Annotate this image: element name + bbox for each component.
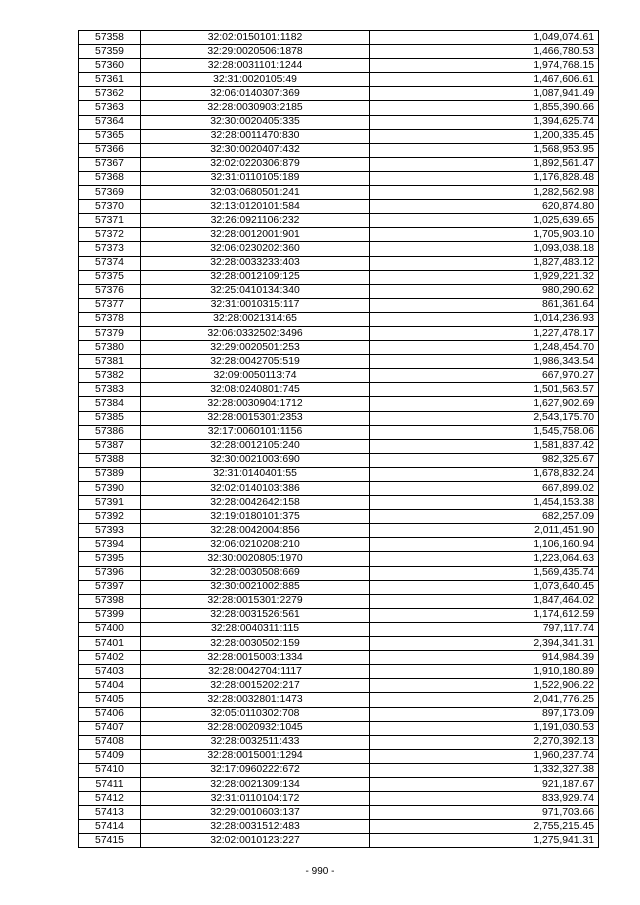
row-number-cell: 57406 (79, 707, 141, 721)
cadastral-number-cell: 32:06:0230202:360 (141, 242, 370, 256)
row-number-cell: 57402 (79, 651, 141, 665)
table-row (79, 608, 599, 622)
value-cell: 1,960,237.74 (370, 749, 599, 763)
value-cell: 1,176,828.48 (370, 171, 599, 185)
row-number-cell: 57378 (79, 312, 141, 326)
cadastral-number-cell: 32:08:0240801:745 (141, 383, 370, 397)
cadastral-number-cell: 32:28:0030903:2185 (141, 101, 370, 115)
value-cell: 914,984.39 (370, 651, 599, 665)
row-number-cell: 57400 (79, 622, 141, 636)
value-cell: 1,049,074.61 (370, 31, 599, 45)
value-cell: 1,986,343.54 (370, 355, 599, 369)
row-number-cell: 57410 (79, 763, 141, 777)
cadastral-number-cell: 32:02:0010123:227 (141, 834, 370, 848)
cadastral-number-cell: 32:31:0010315:117 (141, 298, 370, 312)
row-number-cell: 57408 (79, 735, 141, 749)
value-cell: 1,106,160.94 (370, 538, 599, 552)
row-number-cell: 57389 (79, 467, 141, 481)
row-number-cell: 57409 (79, 749, 141, 763)
value-cell: 1,093,038.18 (370, 242, 599, 256)
table-row (79, 580, 599, 594)
row-number-cell: 57363 (79, 101, 141, 115)
value-cell: 2,011,451.90 (370, 524, 599, 538)
value-cell: 1,827,483.12 (370, 256, 599, 270)
value-cell: 1,855,390.66 (370, 101, 599, 115)
row-number-cell: 57415 (79, 834, 141, 848)
table-body (79, 31, 599, 848)
table-row (79, 143, 599, 157)
row-number-cell: 57383 (79, 383, 141, 397)
row-number-cell: 57407 (79, 721, 141, 735)
row-number-cell: 57359 (79, 45, 141, 59)
row-number-cell: 57387 (79, 439, 141, 453)
cadastral-number-cell: 32:30:0020405:335 (141, 115, 370, 129)
cadastral-number-cell: 32:28:0031512:483 (141, 820, 370, 834)
cadastral-number-cell: 32:13:0120101:584 (141, 200, 370, 214)
value-cell: 921,187.67 (370, 777, 599, 791)
value-cell: 1,581,837.42 (370, 439, 599, 453)
table-row (79, 439, 599, 453)
row-number-cell: 57360 (79, 59, 141, 73)
cadastral-number-cell: 32:28:0032511:433 (141, 735, 370, 749)
table-row (79, 453, 599, 467)
row-number-cell: 57414 (79, 820, 141, 834)
row-number-cell: 57379 (79, 326, 141, 340)
row-number-cell: 57382 (79, 369, 141, 383)
value-cell: 667,899.02 (370, 482, 599, 496)
row-number-cell: 57403 (79, 665, 141, 679)
cadastral-number-cell: 32:31:0110104:172 (141, 792, 370, 806)
row-number-cell: 57366 (79, 143, 141, 157)
value-cell: 1,227,478.17 (370, 326, 599, 340)
table-row (79, 355, 599, 369)
cadastral-number-cell: 32:28:0015202:217 (141, 679, 370, 693)
table-row (79, 651, 599, 665)
value-cell: 1,014,236.93 (370, 312, 599, 326)
cadastral-number-cell: 32:28:0042004:856 (141, 524, 370, 538)
row-number-cell: 57413 (79, 806, 141, 820)
page-number: - 990 - (305, 866, 335, 877)
table-row (79, 214, 599, 228)
value-cell: 1,627,902.69 (370, 397, 599, 411)
table-row (79, 228, 599, 242)
cadastral-number-cell: 32:28:0031526:561 (141, 608, 370, 622)
value-cell: 2,270,392.13 (370, 735, 599, 749)
cadastral-number-cell: 32:28:0030508:669 (141, 566, 370, 580)
table-row (79, 369, 599, 383)
table-row (79, 45, 599, 59)
table-row (79, 806, 599, 820)
cadastral-number-cell: 32:17:0060101:1156 (141, 425, 370, 439)
row-number-cell: 57401 (79, 637, 141, 651)
row-number-cell: 57365 (79, 129, 141, 143)
cadastral-number-cell: 32:28:0031101:1244 (141, 59, 370, 73)
cadastral-number-cell: 32:29:0020501:253 (141, 341, 370, 355)
value-cell: 1,454,153.38 (370, 496, 599, 510)
cadastral-number-cell: 32:05:0110302:708 (141, 707, 370, 721)
table-row (79, 298, 599, 312)
table-row (79, 566, 599, 580)
value-cell: 1,275,941.31 (370, 834, 599, 848)
cadastral-number-cell: 32:30:0021003:690 (141, 453, 370, 467)
value-cell: 2,755,215.45 (370, 820, 599, 834)
table-row (79, 115, 599, 129)
row-number-cell: 57398 (79, 594, 141, 608)
table-row (79, 707, 599, 721)
table-row (79, 693, 599, 707)
value-cell: 1,974,768.15 (370, 59, 599, 73)
value-cell: 861,361.64 (370, 298, 599, 312)
table-row (79, 312, 599, 326)
value-cell: 897,173.09 (370, 707, 599, 721)
value-cell: 1,223,064.63 (370, 552, 599, 566)
cadastral-number-cell: 32:26:0921106:232 (141, 214, 370, 228)
cadastral-number-cell: 32:28:0011470:830 (141, 129, 370, 143)
row-number-cell: 57370 (79, 200, 141, 214)
table-row (79, 87, 599, 101)
table-row (79, 792, 599, 806)
cadastral-number-cell: 32:17:0960222:672 (141, 763, 370, 777)
value-cell: 1,394,625.74 (370, 115, 599, 129)
row-number-cell: 57386 (79, 425, 141, 439)
cadastral-number-cell: 32:28:0033233:403 (141, 256, 370, 270)
row-number-cell: 57380 (79, 341, 141, 355)
table-row (79, 383, 599, 397)
table-row (79, 763, 599, 777)
cadastral-number-cell: 32:03:0680501:241 (141, 186, 370, 200)
cadastral-number-cell: 32:02:0220306:879 (141, 157, 370, 171)
row-number-cell: 57369 (79, 186, 141, 200)
table-row (79, 171, 599, 185)
cadastral-number-cell: 32:28:0021309:134 (141, 777, 370, 791)
row-number-cell: 57374 (79, 256, 141, 270)
table-row (79, 425, 599, 439)
cadastral-number-cell: 32:19:0180101:375 (141, 510, 370, 524)
table-row (79, 735, 599, 749)
cadastral-number-cell: 32:28:0042642:158 (141, 496, 370, 510)
cadastral-number-cell: 32:06:0140307:369 (141, 87, 370, 101)
value-cell: 982,325.67 (370, 453, 599, 467)
table-row (79, 242, 599, 256)
row-number-cell: 57376 (79, 284, 141, 298)
row-number-cell: 57358 (79, 31, 141, 45)
cadastral-number-cell: 32:28:0030904:1712 (141, 397, 370, 411)
cadastral-number-cell: 32:30:0021002:885 (141, 580, 370, 594)
cadastral-number-cell: 32:06:0210208:210 (141, 538, 370, 552)
table-row (79, 186, 599, 200)
table-row (79, 467, 599, 481)
value-cell: 1,200,335.45 (370, 129, 599, 143)
table-row (79, 510, 599, 524)
table-row (79, 256, 599, 270)
value-cell: 1,569,435.74 (370, 566, 599, 580)
cadastral-number-cell: 32:28:0042705:519 (141, 355, 370, 369)
value-cell: 1,466,780.53 (370, 45, 599, 59)
table-row (79, 749, 599, 763)
cadastral-number-cell: 32:06:0332502:3496 (141, 326, 370, 340)
row-number-cell: 57393 (79, 524, 141, 538)
cadastral-number-cell: 32:28:0030502:159 (141, 637, 370, 651)
cadastral-value-table (78, 30, 599, 848)
row-number-cell: 57385 (79, 411, 141, 425)
cadastral-number-cell: 32:28:0020932:1045 (141, 721, 370, 735)
table-row (79, 397, 599, 411)
cadastral-number-cell: 32:28:0015003:1334 (141, 651, 370, 665)
cadastral-number-cell: 32:29:0010603:137 (141, 806, 370, 820)
table-row (79, 31, 599, 45)
value-cell: 980,290.62 (370, 284, 599, 298)
table-row (79, 73, 599, 87)
row-number-cell: 57388 (79, 453, 141, 467)
value-cell: 1,501,563.57 (370, 383, 599, 397)
row-number-cell: 57391 (79, 496, 141, 510)
cadastral-number-cell: 32:28:0021314:65 (141, 312, 370, 326)
table-row (79, 594, 599, 608)
row-number-cell: 57381 (79, 355, 141, 369)
row-number-cell: 57397 (79, 580, 141, 594)
table-row (79, 129, 599, 143)
row-number-cell: 57377 (79, 298, 141, 312)
table-row (79, 777, 599, 791)
value-cell: 1,678,832.24 (370, 467, 599, 481)
cadastral-number-cell: 32:31:0110105:189 (141, 171, 370, 185)
table-row (79, 524, 599, 538)
value-cell: 1,929,221.32 (370, 270, 599, 284)
row-number-cell: 57390 (79, 482, 141, 496)
table-row (79, 679, 599, 693)
row-number-cell: 57371 (79, 214, 141, 228)
table-row (79, 496, 599, 510)
table-row (79, 326, 599, 340)
cadastral-number-cell: 32:28:0040311:115 (141, 622, 370, 636)
table-row (79, 200, 599, 214)
value-cell: 682,257.09 (370, 510, 599, 524)
table-row (79, 665, 599, 679)
row-number-cell: 57411 (79, 777, 141, 791)
value-cell: 1,568,953.95 (370, 143, 599, 157)
value-cell: 1,467,606.61 (370, 73, 599, 87)
value-cell: 1,332,327.38 (370, 763, 599, 777)
cadastral-number-cell: 32:28:0015301:2353 (141, 411, 370, 425)
value-cell: 971,703.66 (370, 806, 599, 820)
table-row (79, 101, 599, 115)
value-cell: 1,522,906.22 (370, 679, 599, 693)
row-number-cell: 57392 (79, 510, 141, 524)
row-number-cell: 57404 (79, 679, 141, 693)
value-cell: 2,041,776.25 (370, 693, 599, 707)
value-cell: 833,929.74 (370, 792, 599, 806)
table-row (79, 270, 599, 284)
row-number-cell: 57384 (79, 397, 141, 411)
value-cell: 1,174,612.59 (370, 608, 599, 622)
row-number-cell: 57399 (79, 608, 141, 622)
value-cell: 1,847,464.02 (370, 594, 599, 608)
table-row (79, 637, 599, 651)
row-number-cell: 57412 (79, 792, 141, 806)
value-cell: 620,874.80 (370, 200, 599, 214)
value-cell: 797,117.74 (370, 622, 599, 636)
value-cell: 1,705,903.10 (370, 228, 599, 242)
table-row (79, 552, 599, 566)
value-cell: 1,892,561.47 (370, 157, 599, 171)
row-number-cell: 57394 (79, 538, 141, 552)
row-number-cell: 57362 (79, 87, 141, 101)
table-row (79, 820, 599, 834)
row-number-cell: 57361 (79, 73, 141, 87)
cadastral-number-cell: 32:29:0020506:1878 (141, 45, 370, 59)
cadastral-number-cell: 32:02:0140103:386 (141, 482, 370, 496)
cadastral-number-cell: 32:25:0410134:340 (141, 284, 370, 298)
row-number-cell: 57396 (79, 566, 141, 580)
table-row (79, 284, 599, 298)
cadastral-number-cell: 32:28:0042704:1117 (141, 665, 370, 679)
row-number-cell: 57367 (79, 157, 141, 171)
cadastral-number-cell: 32:28:0012001:901 (141, 228, 370, 242)
table-row (79, 721, 599, 735)
cadastral-number-cell: 32:28:0015301:2279 (141, 594, 370, 608)
row-number-cell: 57395 (79, 552, 141, 566)
value-cell: 2,394,341.31 (370, 637, 599, 651)
table-row (79, 834, 599, 848)
value-cell: 1,545,758.06 (370, 425, 599, 439)
row-number-cell: 57372 (79, 228, 141, 242)
value-cell: 1,191,030.53 (370, 721, 599, 735)
cadastral-number-cell: 32:02:0150101:1182 (141, 31, 370, 45)
table-row (79, 622, 599, 636)
table-row (79, 538, 599, 552)
row-number-cell: 57373 (79, 242, 141, 256)
cadastral-number-cell: 32:31:0020105:49 (141, 73, 370, 87)
value-cell: 1,910,180.89 (370, 665, 599, 679)
cadastral-number-cell: 32:28:0015001:1294 (141, 749, 370, 763)
cadastral-number-cell: 32:28:0032801:1473 (141, 693, 370, 707)
table-row (79, 411, 599, 425)
value-cell: 1,087,941.49 (370, 87, 599, 101)
cadastral-number-cell: 32:30:0020805:1970 (141, 552, 370, 566)
row-number-cell: 57375 (79, 270, 141, 284)
value-cell: 1,282,562.98 (370, 186, 599, 200)
value-cell: 1,073,640.45 (370, 580, 599, 594)
value-cell: 2,543,175.70 (370, 411, 599, 425)
cadastral-number-cell: 32:30:0020407:432 (141, 143, 370, 157)
table-row (79, 341, 599, 355)
value-cell: 667,970.27 (370, 369, 599, 383)
cadastral-number-cell: 32:09:0050113:74 (141, 369, 370, 383)
cadastral-number-cell: 32:31:0140401:55 (141, 467, 370, 481)
value-cell: 1,025,639.65 (370, 214, 599, 228)
cadastral-number-cell: 32:28:0012109:125 (141, 270, 370, 284)
value-cell: 1,248,454.70 (370, 341, 599, 355)
table-row (79, 482, 599, 496)
table-row (79, 157, 599, 171)
row-number-cell: 57364 (79, 115, 141, 129)
row-number-cell: 57405 (79, 693, 141, 707)
cadastral-number-cell: 32:28:0012105:240 (141, 439, 370, 453)
row-number-cell: 57368 (79, 171, 141, 185)
table-row (79, 59, 599, 73)
